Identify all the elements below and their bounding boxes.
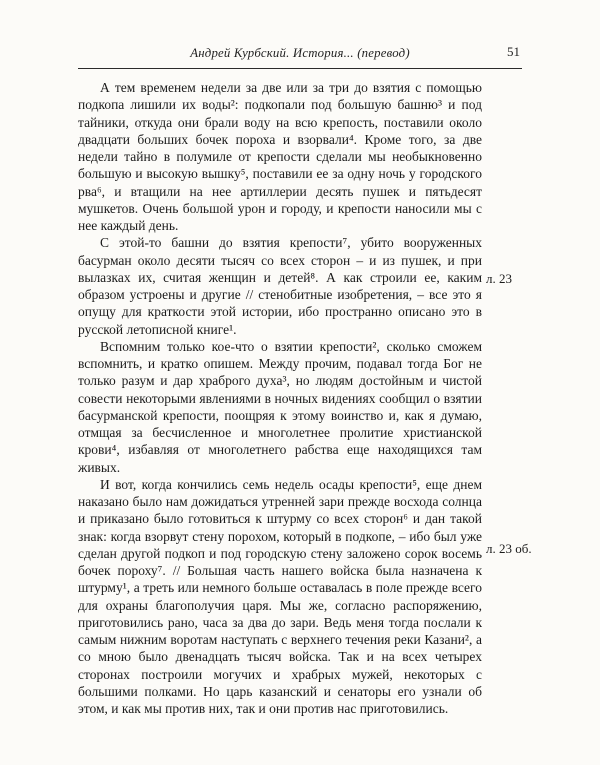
body-text: [78, 79, 482, 717]
page-number: 51: [507, 44, 520, 59]
margin-note-folio-23: л. 23: [486, 271, 512, 286]
running-title: Андрей Курбский. История... (перевод): [190, 46, 410, 60]
paragraph-1: А тем временем недели за две или за три до взятия с помощью подкопа лишили их воды²: подкопали под большую башню³ и под тайники, откуда они брали воду на всю крепость, поставили около двадцати больших бочек пороха и взорвали⁴. Кроме того, за две недели тайно в полумиле от крепости сделали мы необыкновенно большую и высокую вышку⁵, поставили ее за одну ночь у городского рва⁶, и втащили на нее артиллерии десять пушек и пятьдесят мушкетов. Очень большой урон и городу, и крепости наносили мы с нее каждый день.: [78, 80, 482, 233]
paragraph-4: И вот, когда кончились семь недель осады крепости⁵, еще днем наказано было нам дожидаться утренней зари прежде восхода солнца и приказано было готовиться к штурму со всех сторон⁶ и дан такой знак: когда взорвут стену порохом, который в подкопе, – ибо был уже сделан другой подкоп и под городскую стену заложено сорок восемь бочек пороху⁷. // Большая часть нашего войска была назначена к штурму¹, а треть или немного больше оставалась в поле прежде всего для охраны благополучия царя. Мы же, согласно распоряжению, приготовились рано, часа за два до зари. Ведь меня тогда послали к самым нижним воротам наступать с верхнего течения реки Казани², а со мною было двенадцать тысяч войска. Так и на всех четырех сторонах построили могучих и храбрых мужей, некоторых с большими полками. Но царь казанский и сенаторы его узнали об этом, и как мы против них, так и они против нас приготовились.: [78, 476, 482, 716]
page-header: [78, 44, 522, 69]
paragraph-2: С этой-то башни до взятия крепости⁷, убито вооруженных басурман около десяти тысяч со всех сторон – и из пушек, и при вылазках их, считая женщин и детей⁸. А как строили ее, каким образом устроены и другие // стенобитные изобретения, – все это я опущу для краткости этой истории, ибо пространно описано это в русской летописной книге¹.: [78, 235, 482, 337]
margin-note-folio-23v: л. 23 об.: [486, 541, 532, 556]
paragraph-3: Вспомним только кое-что о взятии крепости², сколько сможем вспомнить, и кратко опишем. Между прочим, подавал тогда Бог не только разум и дар храброго духа³, но людям достойным и чистой совести некоторыми явлениями в ночных видениях сообщил о взятии басурманской крепости, поощряя к этому воинство и, как я думаю, отмщая за бесчисленное и многолетнее пролитие христианской крови⁴, избавляя от многолетнего рабства еще находящихся там живых.: [78, 338, 482, 475]
